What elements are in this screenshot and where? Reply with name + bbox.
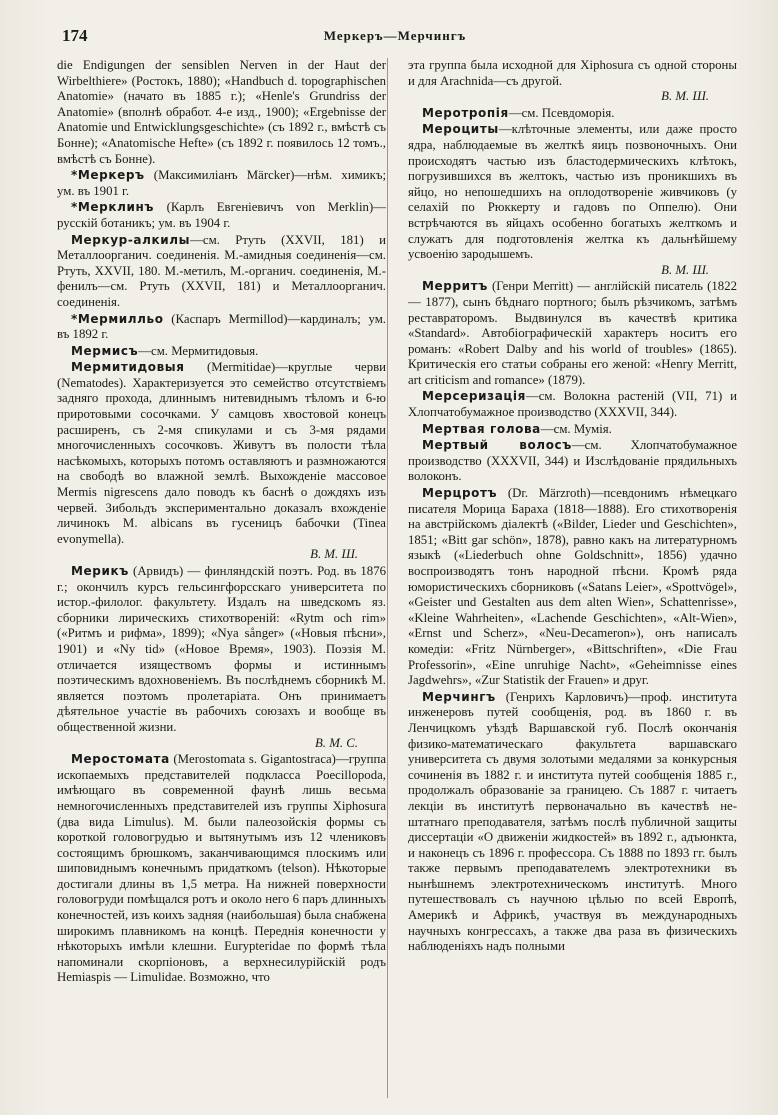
entry-text: (Mermitidae)—круглые черви (Nematodes). Характеризуется это семейство отсутствіемъ задняго прохода, длиннымъ нитевиднымъ тѣломъ и 6-ю приротовыми сосочками. У самцовъ хвостовой конецъ расширенъ, съ 2-мя спикулами и съ 3-мя рядами многочисленныхъ сосочковъ. Живутъ въ полости тѣла насѣкомыхъ, которыхъ потомъ оставляютъ и размножаются на свободѣ во влажной землѣ. Выхожденіе массовое Mermis nigrescens дало поводъ къ баснѣ о дождяхъ изъ червей. Зибольдъ экспериментально доказалъ вхожденіе личинокъ М. albicans въ гусеницъ бабочки (Tinea evonymella).	[57, 360, 386, 546]
entry-headword: Мертвый волосъ	[422, 438, 572, 453]
right-column	[408, 58, 737, 1103]
article-entry	[408, 389, 737, 420]
entry-headword: Мерсеризація	[422, 389, 526, 404]
entry-headword: Мермисъ	[71, 343, 139, 358]
entry-headword: Меростомата	[71, 752, 170, 767]
entry-text: —см. Мермитидовыя.	[138, 343, 259, 358]
entry-text: (Merostomata s. Gigantostraca)—группа ископаемыхъ представителей подкласса Poecillopoda, имѣющаго въ современной фаунѣ лишь весьма немногочисленныхъ представителей изъ группы Xiphosura (два вида Limulus). М. были палеозойскія формы съ короткой головогрудью и вытянутымъ изъ 12 члениковъ состоящимъ брюшкомъ, заканчивающимся плоскимъ или шиповиднымъ конечнымъ придаткомъ (telson). Нѣкоторые достигали длины въ 1,5 метра. На нижней поверхности головогруди помѣщался ротъ и около него 6 паръ длинныхъ конечностей, изъ коихъ задняя (наибольшая) была снабжена широкимъ плавникомъ на концѣ. Переднія конечности у нѣкоторыхъ имѣли клешни. Eurypteridae по формѣ тѣла напоминали скорпіоновъ, а верхнесилурійскій родъ Hemiaspis — Limulidae. Возможно, что	[57, 752, 386, 985]
entry-headword: Мерчингъ	[422, 689, 496, 704]
author-signature: В. М. Ш.	[661, 262, 709, 277]
entry-text: (Каспаръ Mermillod)—кардиналъ; ум. въ 1892 г.	[57, 311, 386, 342]
entry-text: (Генрихъ Карловичъ)—проф. института инженеровъ путей сообщенія, род. въ 1860 г. въ Ленчицкомъ уѣздѣ Варшавской губ. Послѣ окончанія физико-математическаго факультета варшавскаго университета съ двумя золотыми медалями за конкурсныя сочиненія въ 1882 г. и института путей сообщенія 1885 г., продолжалъ образованіе за границею. Съ 1887 г. читаетъ лекціи въ институтѣ первоначально въ качествѣ не-штатнаго преподавателя, затѣмъ послѣ публичной защиты диссертаціи «О движеніи жидкостей» въ 1892 г., адъюнкта, и наконецъ съ 1896 г. профессора. Съ 1888 по 1893 гг. былъ также первымъ преподавателемъ электротехники въ нынѣшнемъ электротехническомъ институтѣ. Много путешествовалъ съ научною цѣлью по всей Европѣ, Америкѣ и Африкѣ, участвуя въ международныхъ научныхъ конгрессахъ, а также два раза въ физическихъ наблюденіяхъ надъ полными	[408, 689, 737, 954]
entry-text: —см. Ртуть (XXVII, 181) и Металлоорганич. соединенія. М.-амидныя соединенія—см. Ртуть, XXVII, 180. М.-метилъ, М.-органич. соединенія, М.-фенилъ—см. Ртуть (XXVII, 181) и Металлоорганич. соединенія.	[57, 232, 386, 309]
entry-headword: Меротропія	[422, 105, 509, 120]
entry-headword: Мермитидовыя	[71, 360, 185, 375]
article-entry	[57, 168, 386, 199]
left-column	[57, 58, 386, 1103]
article-entry	[57, 360, 386, 563]
article-entry	[408, 58, 737, 105]
page-header	[62, 26, 728, 48]
running-title: Меркеръ—Мерчингъ	[323, 28, 467, 43]
author-signature: В. М. Ш.	[661, 89, 709, 104]
entry-text: —клѣточные элементы, или даже просто ядра, наблюдаемые въ желткѣ яицъ позвоночныхъ. Они происходятъ частью изъ бластодермическихъ клѣтокъ, погрузившихся въ желтокъ, частью изъ проникшихъ въ яйцо, но непошедшихъ на оплодотвореніе живчиковъ (у селахій по Рюккерту и гадовъ по Оппелю). Они встрѣчаются въ яйцахъ особенно богатыхъ желткомъ и служатъ для подготовленія желтка къ дальнѣйшему усвоенію зародышемъ.	[408, 122, 737, 262]
entry-text: (Генри Merritt) — англійскій писатель (1822 — 1877), сынъ бѣднаго портного; былъ рѣзчикомъ, затѣмъ реставраторомъ. Выдвинулся въ качествѣ критика «Standard». Автобіографическій характеръ носитъ его романъ: «Robert Dalby and his world of troubles» (1865). Критическія его статьи собраны его женой: «Henry Merritt, art criticism and romance» (1879).	[408, 279, 737, 387]
entry-text: —см. Волокна растеній (VII, 71) и Хлопчатобумажное производство (XXXVII, 344).	[408, 389, 737, 420]
article-entry	[57, 58, 386, 167]
entry-headword: Мерритъ	[422, 279, 488, 294]
entry-headword: *Меркеръ	[71, 168, 145, 183]
entry-text: эта группа была исходной для Xiphosura съ одной стороны и для Arachnida—съ другой.	[408, 58, 737, 88]
article-entry	[57, 344, 386, 360]
entry-headword: Мерцротъ	[422, 486, 498, 501]
article-entry	[408, 106, 737, 122]
article-entry	[408, 279, 737, 388]
article-entry	[57, 233, 386, 311]
article-entry	[57, 312, 386, 343]
entry-text: (Карлъ Евгеніевичъ von Merklin)—русскій ботаникъ; ум. въ 1904 г.	[57, 200, 386, 230]
page-number: 174	[62, 26, 88, 45]
entry-text: die Endigungen der sensiblen Nerven in der Haut der Wirbelthiere» (Ростокъ, 1880); «Handbuch d. topographischen Anatomie» (начато въ 1885 г.); «Henle's Grundriss der Anatomie» (вполнѣ обработ. 4-е изд., 1900); «Ergebnisse der Anatomie und Entwicklungsgeschichte» (съ 1892 г., вмѣстѣ съ Бонне); «Anatomische Hefte» (съ 1892 г. появилось 12 томъ., вмѣстѣ съ Бонне).	[57, 58, 386, 166]
entry-text: (Dr. Märzroth)—псевдонимъ нѣмецкаго писателя Морица Бараха (1818—1888). Его стихотворенія на австрійскомъ діалектѣ («Bilder, Lieder und Geschichten», 1851; «Bitt gar schön», 1878), равно какъ на литературномъ языкѣ («Liederbuch ohne Goldschnitt», 1856) удачно воспроизводятъ тонъ народной пѣсни. Кромѣ ряда юмористическихъ сборниковъ («Satans Leier», «Spottvögel», «Geister und Gestalten aus dem alten Wien», Schattenrisse», «Kleine Wahrheiten», «Lachende Geschichten», «Alt-Wien», «Ernst und Scherz», «Neu-Decameron»), онъ написалъ комедіи: «Fritz Nürnberger», «Bittschriften», «Die Frau Professorin», «Eine unruhige Nacht», «Geheimnisse eines Jagdwehrs», «Zur Statistik der Frauen» и друг.	[408, 486, 737, 688]
entry-text: —см. Мумія.	[540, 421, 612, 436]
article-entry	[408, 690, 737, 955]
article-entry	[408, 438, 737, 485]
entry-text: —см. Хлопчатобумажное производство (XXXVII, 344) и Изслѣдованіе прядильныхъ волоконъ.	[408, 438, 737, 484]
author-signature: В. М. С.	[314, 735, 358, 750]
entry-text: (Арвидъ) — финляндскій поэтъ. Род. въ 1876 г.; окончилъ курсъ гельсингфорсскаго университета по истор.-филолог. факультету. Издалъ на шведскомъ яз. сборники лирическихъ стихотвореній: «Rytm och rim» («Ритмъ и рифма», 1899); «Nya sånger» («Новыя пѣсни», 1901) и «Ny tid» («Новое Время», 1903). Поэзія М. отличается изяществомъ формы и истиннымъ поэтическимъ вдохновеніемъ. Въ послѣднемъ сборникѣ М. является поэтомъ пролетаріата. Онъ принимаетъ дѣятельное участіе въ рабочихъ союзахъ и вообще въ общественной жизни.	[57, 564, 386, 734]
entry-headword: Мертвая голова	[422, 421, 541, 436]
entry-headword: *Мерклинъ	[71, 200, 154, 215]
article-entry	[408, 122, 737, 278]
article-entry	[408, 486, 737, 689]
article-entry	[57, 200, 386, 231]
entry-headword: Мерикъ	[71, 564, 129, 578]
entry-text: —см. Псевдоморія.	[508, 105, 615, 120]
article-entry	[57, 752, 386, 986]
entry-headword: Мероциты	[422, 122, 499, 137]
article-entry	[57, 564, 386, 751]
article-entry	[408, 422, 737, 438]
author-signature: В. М. Ш.	[310, 547, 358, 562]
column-divider	[387, 58, 388, 1098]
entry-headword: *Мермилльо	[71, 311, 164, 326]
entry-text: (Максимиліанъ Märcker)—нѣм. химикъ; ум. въ 1901 г.	[57, 168, 386, 198]
entry-headword: Меркур-алкилы	[71, 232, 191, 247]
